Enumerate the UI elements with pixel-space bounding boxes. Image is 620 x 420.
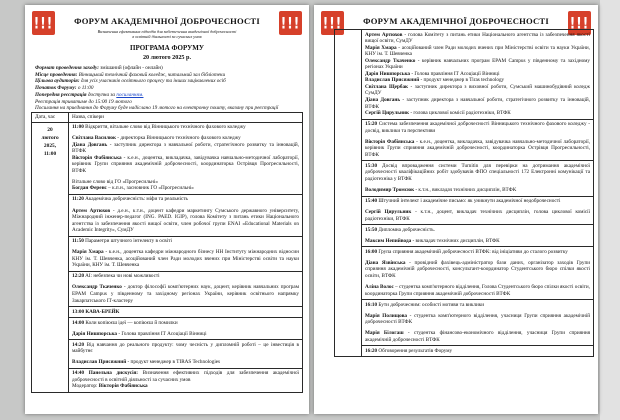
agenda-row [362,300,593,346]
paragraph [365,97,590,110]
text-run-bold: 13:00 КАВА-БРЕЙК [72,308,120,315]
text-run: - заступник директора з виховної роботи, Сумський машинобудівний коледж СумДУ [365,83,591,97]
text-run: - д.е.н., к.т.н., доцент кафедри маркетингу Сумського державного університету, Міжнародний інженер-педагог (ING. PAED. IGIP), голова Комітету з питань етики Національного агентства із забезпечення якості вищої освіти, член робочої групи ENAI «Educational Materials on Academic Integrity», СумДУ [72,207,299,234]
text-run-bold: Дарія Нишпорська [365,70,411,77]
paragraph [365,121,590,134]
paragraph [365,139,590,159]
forum-subtitle [25,29,309,40]
text-run: Вінницький технічний фаховий коледж, читальний зал бібліотеки [77,71,226,78]
text-run-bold: 11:20 [72,196,84,203]
agenda-row [362,30,593,120]
header-date-time: Дата, час [32,113,69,122]
text-run: - к.т.н., викладач технічних дисциплін, ВТФК [414,186,517,193]
paragraph [365,348,590,355]
agenda-table-page1 [31,112,303,393]
paragraph [365,84,590,97]
text-run: Бути доброчесним: особисті мотиви та виклики [377,301,485,308]
text-run-bold: 14:00 [72,319,85,326]
text-run-bold: Світлана Щербак [365,83,409,90]
agenda-table-header [32,113,302,123]
agenda-row [69,272,302,307]
text-run: - к.е.н., доцентка, викладачка, завідувачка навчально-методичної лабораторії, керівник Групи сприяння академічній доброчесності, координаторка Острівця Прогресильності, ВТФК [365,138,590,158]
text-run-bold: Цільова аудиторія: [35,78,80,85]
text-run-bold: 14:20 [72,341,85,348]
viewer-right-margin [600,0,620,420]
text-run-bold: 14:40 Панельна дискусія: [72,370,139,377]
agenda-table-page2 [334,29,594,357]
text-run: - студентка фінансово-економічного відділення, учасниця Групи сприяння академічній доброчесності ВТФК [365,330,591,343]
text-run: - викладач технічних дисциплін, ВТФК [411,237,500,244]
date-time-value: 20 лютого 2025, 11:00 [41,126,59,157]
text-run: Визначення ефективних підходів для забезпечення академічної доброчесності в освітній діяльності за сучасних умов [72,370,299,383]
text-run: Група сприяння академічній доброчесності ВТФК: від ініціативи до сталого розвитку [377,248,568,255]
text-run: - асоційований член Ради молодих вчених при Міністерстві освіти та науки України, КНУ ім. Т. Шевченка [365,44,590,58]
text-run: - голова циклової комісії радіотехніки, ВТФК [409,110,511,117]
paragraph [365,209,590,222]
text-run: - Голова правління ІТ Асоціації Вінниці [117,330,207,337]
text-run-bold: Марія Білогаш [365,330,404,337]
text-run: – студентка комп'ютерного відділення, Голова Студентського бюро спілки якості освіти, координаторка Групи сприяння академічній доброчесності ВТФК [365,283,590,297]
date-time-cell [32,123,69,392]
paragraph [365,284,590,297]
forum-subtitle-line1: Визначення ефективних підходів для забезпечення академічної доброчесності [97,29,237,34]
forum-title-page2: ФОРУМ АКАДЕМІЧНОЇ ДОБРОЧЕСНОСТІ [363,16,549,26]
paragraph [72,383,299,390]
paragraph [72,208,299,234]
logo-exclamation-marks: !!! [280,13,301,33]
paragraph [72,142,299,155]
text-run-bold: Початок Форуму: [35,85,77,92]
text-run-bold: Сергій Цирульник [365,110,410,117]
agenda-row [69,340,302,369]
paragraph [72,185,299,192]
text-run-bold: Місце проведення: [35,71,78,78]
text-run: Система забезпечення академічної доброчесності Вінницького технічного фахового коледжу - досвід, виклики та перспективи [365,121,590,134]
text-run: Вітальне слово від ГО «Прогресильні» [72,178,158,185]
text-run-bold: 15:20 [365,121,378,128]
forum-subtitle-line2: в освітній діяльності за сучасних умов [132,34,202,40]
document-page-2 [314,5,598,414]
forum-logo-icon [279,11,302,35]
text-run: Модератор: [72,383,99,390]
text-run-bold: Артем Артюхов [72,207,111,214]
text-run-bold: Богдан Ференс [72,185,107,192]
text-run-bold: Сергій Цирульник [365,209,412,216]
text-run: Штучний інтелект і академічне письмо: як уникнути академічної недоброчесності [377,198,561,205]
text-run: - к.т.н., доцент, викладач технічних дисциплін, голова циклової комісії радіотехніки, ВТФК [365,209,591,222]
agenda-row [362,247,593,300]
text-run-bold: 16:20 [365,347,378,354]
text-run: - Голова правління ІТ Асоціації Вінниці [410,70,500,77]
paragraph [365,163,590,183]
registration-link[interactable]: посиланням. [116,91,144,98]
paragraph [72,370,299,383]
text-run-bold: Володимир Тромсюк [365,186,415,193]
text-run: - продукт менеджер в Tiras technology [419,77,505,84]
text-run-bold: Максим Непийвода [365,237,412,244]
text-run: Досвід впровадження системи Turnitin для перевірки на дотримання академічної доброчесності кваліфікаційних робіт здобувачів ФПО спеціальності 172 Електронні комунікації та радіотехніка у ВТФК [365,162,590,182]
text-run: Від навчання до реального продукту: чому чесність у дипломній роботі – це інвестиція в майбутнє [72,341,299,355]
agenda-rows-page1 [69,123,302,392]
text-run-bold: Діана Довгань [72,141,108,148]
paragraph [35,92,299,99]
text-run-bold: Артем Артюхов [365,31,403,38]
paragraph [72,309,299,316]
text-run: Коли копіюєш ідеї — копіюєш й помилки [84,319,178,326]
paragraph [365,32,590,45]
text-run-bold: Олександр Ткаченко [365,57,416,64]
text-run: Академічна доброчесність: міфи та реальність [83,196,188,203]
text-run: змішаний (офлайн - онлайн) [99,64,163,71]
paragraph [72,155,299,175]
agenda-row [362,225,593,247]
text-run-bold: 16:10 [365,301,378,308]
text-run-bold: 12:20 [72,273,85,280]
paragraph [365,198,590,205]
paragraph [365,313,590,326]
text-run: доступна за [86,91,117,98]
text-run-bold: Попередня реєстрація [35,91,87,98]
paragraph [35,65,299,72]
text-run-bold: Владислав Присяжний [365,77,420,84]
text-run-bold: Вікторія Фабіянська [365,138,415,145]
paragraph [72,359,299,366]
program-date: 20 лютого 2025 р. [142,53,192,61]
text-run-bold: Марія Хмара [72,249,104,256]
agenda-row [362,120,593,162]
agenda-row [69,237,302,272]
agenda-row [69,123,302,195]
document-page-1 [25,5,309,414]
text-run-bold: Вікторія Фабіянська [72,154,122,161]
text-run: AI: небезпека чи нові можливості [84,273,160,280]
text-run-bold: Формат проведення заходу: [35,64,99,71]
forum-logo-icon [32,11,55,35]
text-run-bold: 15:30 [365,162,378,169]
text-run-bold: Світлана Василюк [72,135,116,142]
paragraph [365,45,590,58]
text-run: - к.е.н., доцентка, викладачка, завідувачка навчально-методичної лабораторії, керівник Групи сприяння академічній доброчесності, координаторка Острівця Прогресильності, ВТФК [72,154,299,174]
text-run: - продукт менеджер в TIRAS Technologies [126,359,221,366]
text-run-bold: Марія Полищова [365,312,407,319]
agenda-row [362,197,593,226]
text-run-bold: Дарія Нишпорська [72,330,118,337]
paragraph [72,331,299,338]
text-run: Обговорення результатів Форуму [377,347,453,354]
text-run: - директорка Вінницького технічного фахового коледжу [116,135,241,142]
header-title-speakers: Назва, спікери [72,114,104,120]
paragraph [365,330,590,343]
text-run-bold: 11:50 [72,238,84,245]
program-title: ПРОГРАМА ФОРУМУ [130,43,204,52]
agenda-row [69,195,302,237]
text-run: - керівник навчальних програм EPAM Campus у південному та західному регіонах України [365,57,590,71]
text-run: - заступник директора з навчальної роботи, стратегічного розвитку та інновацій, ВТФК [365,96,590,110]
text-run: Параметри штучного інтелекту в освіті [83,238,172,245]
agenda-row [69,307,302,318]
logo-exclamation-marks: !!! [322,13,343,33]
text-run-bold: Владислав Присяжний [72,359,127,366]
paragraph [365,58,590,71]
text-run: для усіх учасників освітнього процесу та інших зацікавлених осіб [79,78,226,85]
text-run-bold: 11:00 [72,124,84,131]
paragraph [72,249,299,269]
paragraph [365,110,590,117]
text-run: - провідний фахівець-адміністратор бази даних, організатор заходів Групи сприяння академічній доброчесності, консультант-координатор Студентського бюро спілки якості освіти, ВТФК [365,259,591,279]
text-run: - к.е.н., доцентка кафедри міжнародного бізнесу НН Інституту міжнародних відносин КНУ ім. Т. Шевченка, асоційований член Ради молодих вчених при Міністерстві освіти та науки України, КНУ ім. Т. Шевченка [72,249,299,269]
text-run-bold: Вікторія Фабіянська [98,383,148,390]
text-run: - голова Комітету з питань етики Національного агентства із забезпечення якості вищої освіти, СумДУ [365,31,590,45]
text-run-bold: 15:50 [365,226,378,233]
paragraph [35,78,299,85]
paragraph [365,260,590,280]
text-run: - заступник директора з навчальної роботи, стратегічного розвитку та інновацій, ВТФК [72,141,299,155]
text-run: о 11:00 [76,85,94,92]
paragraph [365,187,590,194]
text-run-bold: Діана Довгань [365,96,401,103]
text-run: Відкриття, вітальне слово від Вінницького технічного фахового коледжу [83,124,246,131]
forum-title: ФОРУМ АКАДЕМІЧНОЇ ДОБРОЧЕСНОСТІ [74,16,260,26]
paragraph [72,284,299,304]
text-run-bold: 15:40 [365,198,378,205]
text-run: - доктор філософії комп'ютерних наук, доцент, керівник навчальних програм EPAM Campus у південному та західному регіонах України, керівник освітнього напрямку Закарпатського ІТ-кластеру [72,284,299,304]
agenda-row [69,318,302,340]
agenda-row [69,369,302,392]
logo-exclamation-marks: !!! [33,13,54,33]
agenda-rows-page2 [362,30,593,356]
text-run-bold: Діана Язвінська [365,259,406,266]
date-time-cell-empty [335,30,362,356]
paragraph [72,342,299,355]
paragraph [35,85,299,92]
event-info-block [35,65,299,112]
text-run-bold: Марія Хмара [365,44,397,51]
text-run-bold: 16:00 [365,248,378,255]
text-run: Дипломна доброчесність. [377,226,435,233]
paragraph [365,249,590,256]
text-run: Реєстрація триватиме до 15:00 19 лютого [35,98,132,105]
logo-exclamation-marks: !!! [569,13,590,33]
paragraph [365,238,590,245]
text-run: Посилання на приєднання до Форуму буде надіслано 19 лютого на електронну пошту, вказану при реєстрації [35,105,279,112]
text-run-bold: Олександр Ткаченко [72,284,122,291]
agenda-row [362,161,593,196]
text-run: - студентка комп'ютерного відділення, учасниця Групи сприяння академічній доброчесності ВТФК [365,312,590,326]
agenda-row [362,346,593,356]
text-run: – к.п.н., засновник ГО «Прогресильні» [106,185,194,192]
text-run-bold: Аліна Волос [365,283,394,290]
